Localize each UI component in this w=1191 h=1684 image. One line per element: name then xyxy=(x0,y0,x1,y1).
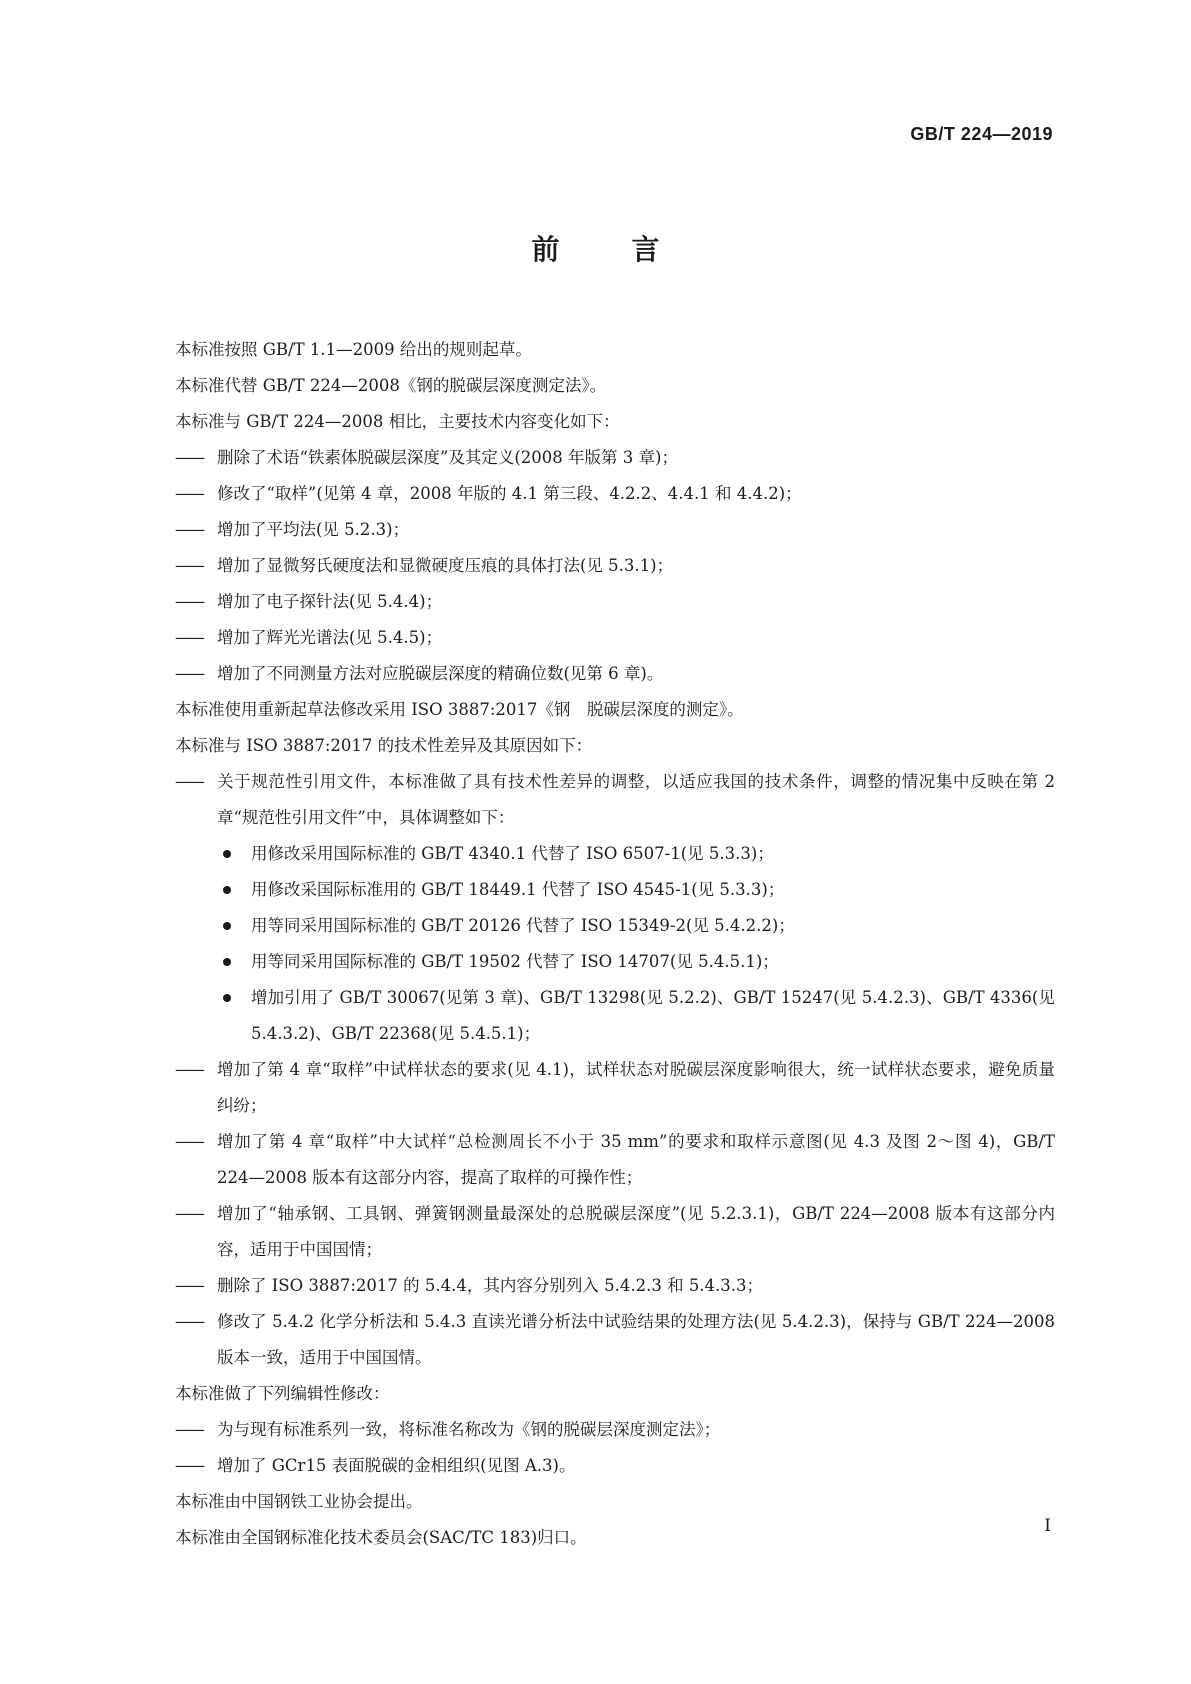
dash-list-item-text: 增加了第 4 章“取样”中大试样“总检测周长不小于 35 mm”的要求和取样示意图(见 4.3 及图 2～图 4)，GB/T 224—2008 版本有这部分内容，提高了取样的可操作性； xyxy=(217,1132,1055,1187)
bullet-list-item-text: 用等同采用国际标准的 GB/T 19502 代替了 ISO 14707(见 5.4.5.1)； xyxy=(251,952,779,971)
bullet-list-item xyxy=(175,980,1055,1052)
dash-list-item-text: 增加了电子探针法(见 5.4.4)； xyxy=(217,592,443,611)
dash-list-item-text: 增加了不同测量方法对应脱碳层深度的精确位数(见第 6 章)。 xyxy=(217,664,664,683)
bullet-list-item-text: 用修改采国际标准用的 GB/T 18449.1 代替了 ISO 4545-1(见 5.3.3)； xyxy=(251,880,785,899)
dash-marker: —— xyxy=(175,448,202,467)
dash-marker: —— xyxy=(175,664,202,683)
dash-list-item xyxy=(175,1412,1055,1448)
dash-list-item-text: 增加了第 4 章“取样”中试样状态的要求(见 4.1)，试样状态对脱碳层深度影响很大，统一试样状态要求，避免质量纠纷； xyxy=(217,1060,1055,1115)
dash-list-item-text: 删除了术语“铁素体脱碳层深度”及其定义(2008 年版第 3 章)； xyxy=(217,448,678,467)
dash-marker: —— xyxy=(175,1456,202,1475)
dash-list-item xyxy=(175,764,1055,836)
paragraph: 本标准由中国钢铁工业协会提出。 xyxy=(175,1492,423,1511)
bullet-list-item-text: 用修改采用国际标准的 GB/T 4340.1 代替了 ISO 6507-1(见 5.3.3)； xyxy=(251,844,774,863)
dash-list-item xyxy=(175,1052,1055,1124)
dash-list-item xyxy=(175,584,1055,620)
paragraph: 本标准与 GB/T 224—2008 相比，主要技术内容变化如下： xyxy=(175,412,620,431)
dash-list-item-text: 增加了平均法(见 5.2.3)； xyxy=(217,520,410,539)
dash-list-item xyxy=(175,656,1055,692)
dash-list-item-text: 修改了 5.4.2 化学分析法和 5.4.3 直读光谱分析法中试验结果的处理方法(见 5.4.2.3)，保持与 GB/T 224—2008 版本一致，适用于中国国情。 xyxy=(217,1312,1055,1367)
dash-list-item xyxy=(175,476,1055,512)
dash-marker: —— xyxy=(175,628,202,647)
dash-marker: —— xyxy=(175,1132,202,1151)
dash-marker: —— xyxy=(175,520,202,539)
dash-marker: —— xyxy=(175,1060,202,1079)
dash-list-item xyxy=(175,512,1055,548)
document-body xyxy=(175,332,1055,1556)
dash-list-item-text: 增加了显微努氏硬度法和显微硬度压痕的具体打法(见 5.3.1)； xyxy=(217,556,674,575)
dash-list-item-text: 关于规范性引用文件，本标准做了具有技术性差异的调整，以适应我国的技术条件，调整的情况集中反映在第 2 章“规范性引用文件”中，具体调整如下： xyxy=(217,772,1055,827)
dash-list-item xyxy=(175,1448,1055,1484)
dash-marker: —— xyxy=(175,1276,202,1295)
bullet-dot-icon xyxy=(223,958,231,966)
bullet-list-item xyxy=(175,836,1055,872)
dash-list-item-text: 修改了“取样”(见第 4 章，2008 年版的 4.1 第三段、4.2.2、4.4.1 和 4.4.2)； xyxy=(217,484,802,503)
dash-list-item xyxy=(175,620,1055,656)
dash-list-item-text: 增加了“轴承钢、工具钢、弹簧钢测量最深处的总脱碳层深度”(见 5.2.3.1)，GB/T 224—2008 版本有这部分内容，适用于中国国情； xyxy=(217,1204,1055,1259)
standard-id: GB/T 224—2019 xyxy=(910,124,1053,144)
bullet-dot-icon xyxy=(223,994,231,1002)
dash-list-item xyxy=(175,1304,1055,1376)
dash-list-item xyxy=(175,440,1055,476)
dash-marker: —— xyxy=(175,1420,202,1439)
bullet-dot-icon xyxy=(223,850,231,858)
dash-list-item-text: 删除了 ISO 3887:2017 的 5.4.4，其内容分别列入 5.4.2.3 和 5.4.3.3； xyxy=(217,1276,764,1295)
dash-list-item xyxy=(175,1268,1055,1304)
dash-marker: —— xyxy=(175,1204,202,1223)
paragraph: 本标准由全国钢标准化技术委员会(SAC/TC 183)归口。 xyxy=(175,1528,587,1547)
dash-list-item-text: 增加了辉光光谱法(见 5.4.5)； xyxy=(217,628,443,647)
bullet-list-item-text: 增加引用了 GB/T 30067(见第 3 章)、GB/T 13298(见 5.2.2)、GB/T 15247(见 5.4.2.3)、GB/T 4336(见 5.4.3.2)、GB/T 22368(见 5.4.5.1)； xyxy=(251,988,1055,1043)
bullet-list-item-text: 用等同采用国际标准的 GB/T 20126 代替了 ISO 15349-2(见 5.4.2.2)； xyxy=(251,916,795,935)
dash-list-item xyxy=(175,1196,1055,1268)
bullet-list-item xyxy=(175,872,1055,908)
dash-list-item xyxy=(175,1124,1055,1196)
dash-marker: —— xyxy=(175,484,202,503)
page-title: 前 言 xyxy=(531,233,682,266)
dash-list-item-text: 为与现有标准系列一致，将标准名称改为《钢的脱碳层深度测定法》； xyxy=(217,1420,721,1439)
bullet-dot-icon xyxy=(223,886,231,894)
dash-marker: —— xyxy=(175,772,202,791)
paragraph: 本标准代替 GB/T 224—2008《钢的脱碳层深度测定法》。 xyxy=(175,376,607,395)
dash-marker: —— xyxy=(175,556,202,575)
paragraph: 本标准与 ISO 3887:2017 的技术性差异及其原因如下： xyxy=(175,736,593,755)
dash-list-item-text: 增加了 GCr15 表面脱碳的金相组织(见图 A.3)。 xyxy=(217,1456,576,1475)
page-number: I xyxy=(1044,1516,1051,1536)
paragraph: 本标准做了下列编辑性修改： xyxy=(175,1384,390,1403)
paragraph: 本标准使用重新起草法修改采用 ISO 3887:2017《钢 脱碳层深度的测定》。 xyxy=(175,700,744,719)
dash-list-item xyxy=(175,548,1055,584)
paragraph: 本标准按照 GB/T 1.1—2009 给出的规则起草。 xyxy=(175,340,532,359)
dash-marker: —— xyxy=(175,592,202,611)
dash-marker: —— xyxy=(175,1312,202,1331)
bullet-list-item xyxy=(175,944,1055,980)
bullet-list-item xyxy=(175,908,1055,944)
bullet-dot-icon xyxy=(223,922,231,930)
